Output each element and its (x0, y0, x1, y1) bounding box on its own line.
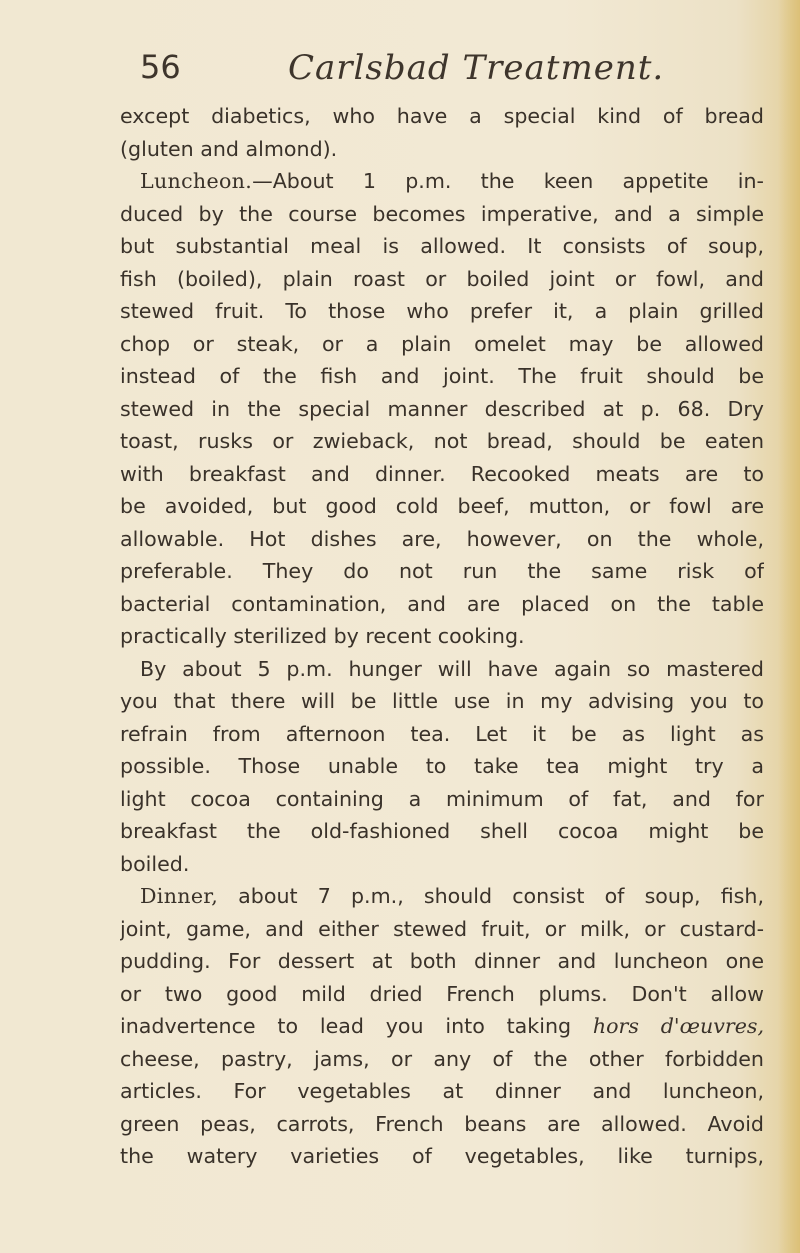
text-line: breakfast the old-fashioned shell cocoa might be (120, 819, 764, 843)
text-line: you that there will be little use in my advising you to (120, 689, 764, 713)
text-line: stewed in the special manner described at p. 68. Dry (120, 396, 764, 421)
text-line: preferable. They do not run the same risk of (120, 559, 764, 583)
paragraph-start-line: Dinner, about 7 p.m., should consist of soup, fish, (140, 884, 764, 908)
text-line: boiled. (120, 851, 190, 876)
page-edge-shadow (778, 0, 800, 1253)
text-line: practically sterilized by recent cooking. (120, 624, 525, 648)
text-line: except diabetics, who have a special kind of bread (120, 104, 764, 128)
paragraph-start-line: By about 5 p.m. hunger will have again so mastered (140, 656, 764, 681)
text-line: instead of the fish and joint. The fruit should be (120, 364, 764, 388)
section-heading-dinner: Dinner, (140, 884, 219, 908)
section-heading-luncheon: Luncheon. (140, 169, 253, 193)
text-line: but substantial meal is allowed. It consists of soup, (120, 234, 764, 258)
text-line: chop or steak, or a plain omelet may be allowed (120, 331, 764, 356)
text-line: possible. Those unable to take tea might try a (120, 754, 764, 778)
text-line: toast, rusks or zwieback, not bread, should be eaten (120, 429, 764, 453)
text-line: light cocoa containing a minimum of fat, and for (120, 786, 764, 811)
running-title: Carlsbad Treatment. (288, 48, 665, 88)
text-line: refrain from afternoon tea. Let it be as light as (120, 721, 764, 746)
body-text (120, 100, 764, 1173)
text-line: fish (boiled), plain roast or boiled joint or fowl, and (120, 266, 764, 291)
text-line: with breakfast and dinner. Recooked meats are to (120, 461, 764, 486)
text-line: pudding. For dessert at both dinner and luncheon one (120, 949, 764, 973)
page-number: 56 (140, 48, 181, 86)
text-line: articles. For vegetables at dinner and luncheon, (120, 1079, 764, 1103)
text-line: the watery varieties of vegetables, like turnips, (120, 1144, 764, 1168)
text-line: allowable. Hot dishes are, however, on the whole, (120, 526, 764, 551)
text-line: or two good mild dried French plums. Don't allow (120, 981, 764, 1006)
italic-phrase: hors d'œuvres, (592, 1014, 764, 1038)
text-line: joint, game, and either stewed fruit, or milk, or custard- (120, 916, 764, 941)
paragraph-start-line: Luncheon.—About 1 p.m. the keen appetite in- (140, 169, 764, 193)
text-line: bacterial contamination, and are placed on the table (120, 591, 764, 616)
running-head (140, 48, 760, 98)
text-line: cheese, pastry, jams, or any of the other forbidden (120, 1046, 764, 1071)
text-line: stewed fruit. To those who prefer it, a plain grilled (120, 299, 764, 323)
text-line: duced by the course becomes imperative, and a simple (120, 201, 764, 226)
text-line: be avoided, but good cold beef, mutton, or fowl are (120, 494, 764, 518)
text-line: (gluten and almond). (120, 136, 338, 161)
text-line: inadvertence to lead you into taking hors d'œuvres, (120, 1014, 764, 1038)
text-line: green peas, carrots, French beans are allowed. Avoid (120, 1111, 764, 1136)
